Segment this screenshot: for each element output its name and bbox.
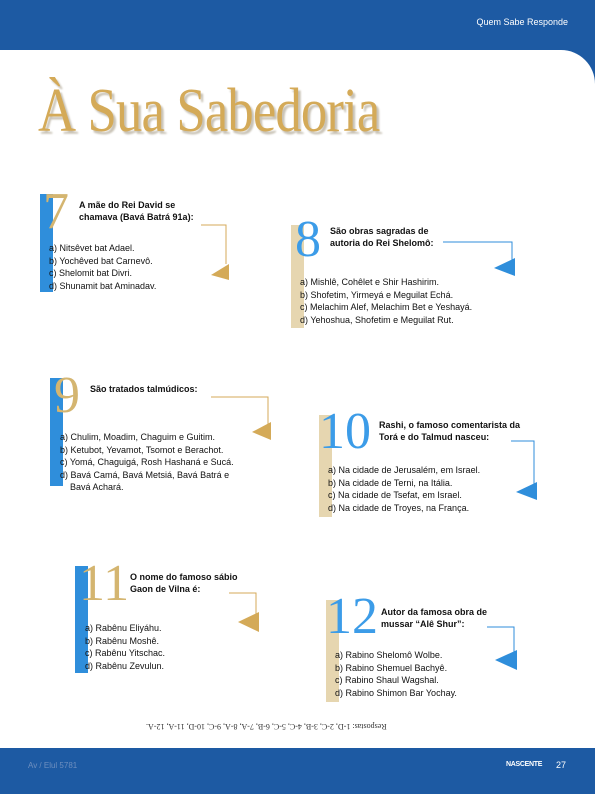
option-d: d) Rabino Shimon Bar Yochay. bbox=[335, 687, 457, 698]
options-list bbox=[85, 622, 165, 672]
option-b: b) Shofetim, Yirmeyá e Meguilat Echá. bbox=[300, 289, 454, 300]
option-b: b) Rabênu Moshê. bbox=[85, 635, 160, 646]
option-d: d) Rabênu Zevulun. bbox=[85, 660, 165, 671]
option-d: d) Yehoshua, Shofetim e Meguilat Rut. bbox=[300, 314, 454, 325]
question-number: 12 bbox=[326, 588, 378, 645]
question-number: 9 bbox=[54, 367, 80, 424]
option-d: d) Na cidade de Troyes, na França. bbox=[328, 502, 470, 513]
question-number: 8 bbox=[295, 211, 321, 268]
question-text: São obras sagradas de autoria do Rei Shelomô: bbox=[330, 226, 434, 248]
option-c: c) Na cidade de Tsefat, em Israel. bbox=[328, 490, 462, 501]
connector-arrow-icon bbox=[228, 592, 262, 634]
answer-key: Respostas: 1-D, 2-C, 3-B, 4-C, 5-C, 6-B, 7-A, 8-A, 9-C, 10-D, 11-A, 12-A. bbox=[146, 722, 387, 731]
options-list bbox=[328, 464, 480, 514]
option-c: c) Melachim Alef, Melachim Bet e Yeshayá. bbox=[300, 302, 473, 313]
connector-arrow-icon bbox=[486, 626, 520, 674]
option-a: a) Mishlê, Cohêlet e Shir Hashirim. bbox=[300, 277, 440, 287]
connector-arrow-icon bbox=[442, 241, 518, 279]
option-a: a) Chulim, Moadim, Chaguim e Guitim. bbox=[60, 432, 216, 442]
question-text: A mãe do Rei David se chamava (Bavá Batrá 91a): bbox=[79, 200, 194, 222]
option-b: b) Yochêved bat Carnevô. bbox=[49, 255, 153, 266]
option-d-continued: Bavá Achará. bbox=[70, 482, 124, 493]
connector-arrow-icon bbox=[200, 224, 232, 282]
option-c: c) Rabino Shaul Wagshal. bbox=[335, 675, 439, 686]
option-c: c) Shelomit bat Divri. bbox=[49, 268, 133, 279]
options-list bbox=[335, 649, 457, 699]
option-c: c) Rabênu Yitschac. bbox=[85, 648, 166, 659]
option-b: b) Ketubot, Yevamot, Tsomot e Berachot. bbox=[60, 444, 224, 455]
question-number: 11 bbox=[79, 555, 130, 612]
question-number: 7 bbox=[43, 183, 69, 240]
option-d: d) Shunamit bat Aminadav. bbox=[49, 280, 157, 291]
question-text: Autor da famosa obra de mussar “Alê Shur”: bbox=[381, 607, 488, 629]
section-header: Quem Sabe Responde bbox=[476, 17, 568, 27]
option-a: a) Rabênu Eliyáhu. bbox=[85, 623, 162, 633]
question-number: 10 bbox=[319, 403, 371, 460]
page-title: À Sua Sabedoria bbox=[38, 77, 380, 145]
magazine-logo: NASCENTE bbox=[506, 761, 543, 768]
options-list bbox=[300, 276, 472, 326]
options-list bbox=[60, 431, 234, 494]
option-c: c) Yomá, Chaguigá, Rosh Hashaná e Sucá. bbox=[60, 457, 234, 468]
option-a: a) Rabino Shelomô Wolbe. bbox=[335, 650, 443, 660]
option-b: b) Na cidade de Terni, na Itália. bbox=[328, 477, 453, 488]
option-a: a) Nitsêvet bat Adael. bbox=[49, 243, 135, 253]
connector-arrow-icon bbox=[510, 440, 540, 502]
question-text: O nome do famoso sábio Gaon de Vilna é: bbox=[130, 572, 238, 594]
question-text: São tratados talmúdicos: bbox=[90, 384, 198, 394]
option-b: b) Rabino Shemuel Bachyê. bbox=[335, 662, 448, 673]
question-text: Rashi, o famoso comentarista da Torá e do Talmud nasceu: bbox=[379, 420, 521, 442]
option-d: d) Bavá Camá, Bavá Metsiá, Bavá Batrá e bbox=[60, 469, 230, 480]
option-a: a) Na cidade de Jerusalém, em Israel. bbox=[328, 465, 481, 475]
page-number: 27 bbox=[556, 760, 567, 770]
options-list bbox=[49, 242, 156, 292]
issue-label: Av / Elul 5781 bbox=[28, 761, 78, 770]
